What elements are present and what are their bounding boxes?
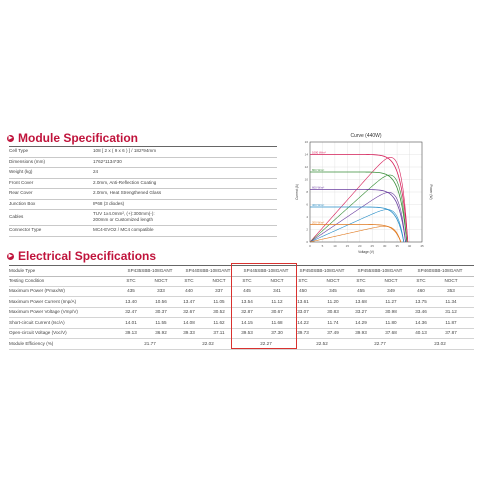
spec-sheet bbox=[0, 118, 480, 372]
stc-value: 39.33 bbox=[183, 330, 195, 335]
spec-label: Cell Type bbox=[9, 148, 29, 153]
x-tick-label: 30 bbox=[382, 244, 387, 248]
noct-value: 37.30 bbox=[271, 330, 283, 335]
efficiency-value: 22.27 bbox=[260, 340, 272, 346]
row-label: Testing Condition bbox=[9, 277, 45, 283]
x-tick-label: 15 bbox=[345, 244, 350, 248]
spec-value bbox=[93, 225, 277, 236]
stc-value: 32.67 bbox=[183, 309, 195, 314]
stc-value: 39.73 bbox=[297, 330, 309, 335]
noct-value: 37.11 bbox=[213, 330, 225, 335]
stc-label: STC bbox=[298, 277, 308, 283]
spec-row bbox=[9, 209, 277, 226]
stc-value: 13.54 bbox=[241, 298, 253, 304]
y-tick-label: 10 bbox=[304, 177, 308, 182]
stc-value: 13.68 bbox=[355, 298, 367, 304]
noct-value: 30.83 bbox=[327, 309, 339, 314]
row-label: Maximum Power (Pmax/W) bbox=[9, 288, 65, 293]
y-tick-label: 4 bbox=[306, 215, 308, 219]
stc-value: 445 bbox=[243, 288, 251, 293]
x-tick-label: 5 bbox=[321, 244, 324, 248]
spec-value bbox=[93, 199, 277, 210]
y-tick-label: 16 bbox=[304, 140, 308, 144]
model-name: SP450SBB-108GANT bbox=[299, 268, 345, 273]
stc-value: 440 bbox=[185, 288, 193, 293]
noct-value: 11.80 bbox=[385, 319, 397, 325]
y-tick-label: 0 bbox=[306, 240, 308, 244]
model-name: SP435SBB-108GANT bbox=[127, 268, 173, 273]
series-label: 400 W/m² bbox=[312, 202, 325, 207]
stc-value: 14.08 bbox=[183, 319, 195, 325]
noct-value: 349 bbox=[387, 288, 395, 293]
stc-label: STC bbox=[126, 277, 136, 283]
y-tick-label: 2 bbox=[306, 227, 308, 232]
efficiency-value: 21.77 bbox=[144, 340, 156, 346]
efficiency-value: 22.52 bbox=[316, 340, 328, 346]
stc-value: 14.36 bbox=[415, 319, 427, 325]
spec-label: Weight (kg) bbox=[9, 169, 33, 174]
stc-value: 14.15 bbox=[241, 319, 253, 325]
iv-curve-line bbox=[310, 190, 406, 243]
stc-label: STC bbox=[242, 277, 252, 283]
stc-value: 455 bbox=[357, 288, 365, 293]
model-name: SP455SBB-108GANT bbox=[357, 268, 403, 273]
spec-value bbox=[93, 209, 277, 225]
spec-value-line: IP68 (3 diodes) bbox=[93, 200, 125, 206]
spec-label: Cables bbox=[9, 214, 24, 219]
x-tick-label: 25 bbox=[370, 244, 374, 248]
series-label: 200 W/m² bbox=[312, 220, 325, 225]
noct-value: 11.74 bbox=[327, 319, 339, 325]
spec-value-line: MC4-EVO2 / MC4 compatible bbox=[93, 227, 154, 232]
efficiency-value: 22.02 bbox=[202, 340, 214, 346]
spec-value-line: 108 [ 2 x ( 9 x 6 ) ] / 182*94mm bbox=[93, 148, 157, 153]
noct-value: 11.62 bbox=[213, 319, 225, 325]
stc-value: 39.93 bbox=[355, 330, 367, 335]
y2-axis-label: Power (W) bbox=[429, 184, 433, 200]
x-axis-label: Voltage (V) bbox=[358, 250, 374, 254]
row-label: Short-circuit Current (Isc/A) bbox=[9, 319, 65, 325]
spec-value bbox=[93, 157, 277, 168]
y-axis-label: Current (A) bbox=[295, 184, 299, 200]
noct-value: 11.12 bbox=[271, 298, 283, 304]
noct-label: NOCT bbox=[212, 277, 226, 283]
spec-value-line: 200mm or Customized length bbox=[93, 216, 154, 222]
highlight-box bbox=[231, 263, 297, 349]
noct-value: 36.92 bbox=[155, 330, 167, 335]
noct-value: 11.34 bbox=[445, 298, 457, 304]
y-tick-label: 8 bbox=[306, 190, 308, 194]
spec-label: Rear Cover bbox=[9, 190, 33, 195]
noct-value: 337 bbox=[215, 288, 223, 293]
spec-value bbox=[93, 178, 277, 189]
spec-label: Junction Box bbox=[9, 200, 36, 206]
stc-value: 32.87 bbox=[241, 309, 253, 314]
y-tick-label: 14 bbox=[304, 152, 308, 157]
noct-value: 353 bbox=[447, 288, 455, 293]
model-name: SP440SBB-108GANT bbox=[185, 268, 231, 273]
electrical-spec-title: Electrical Specifications bbox=[18, 249, 157, 263]
row-label: Maximum Power Voltage (Vmp/V) bbox=[9, 309, 78, 314]
spec-label: Connector Type bbox=[9, 227, 42, 232]
efficiency-value: 23.02 bbox=[434, 340, 446, 346]
noct-value: 10.56 bbox=[155, 298, 167, 304]
noct-value: 333 bbox=[157, 288, 165, 293]
noct-value: 30.67 bbox=[271, 309, 283, 314]
noct-value: 30.98 bbox=[385, 309, 397, 314]
stc-value: 13.40 bbox=[125, 298, 137, 304]
electrical-spec-heading bbox=[7, 249, 156, 263]
model-name: SP460SBB-108GANT bbox=[417, 268, 463, 273]
iv-curve-line bbox=[310, 225, 401, 243]
spec-value bbox=[93, 188, 277, 199]
noct-label: NOCT bbox=[444, 277, 458, 283]
noct-label: NOCT bbox=[326, 277, 340, 283]
noct-value: 37.68 bbox=[385, 330, 397, 335]
noct-value: 11.87 bbox=[445, 319, 457, 325]
spec-label: Dimensions (mm) bbox=[9, 158, 45, 164]
noct-value: 341 bbox=[273, 288, 281, 293]
noct-value: 31.12 bbox=[445, 309, 457, 314]
iv-curve-chart bbox=[290, 130, 440, 258]
x-tick-label: 35 bbox=[395, 244, 399, 248]
pv-curve-line bbox=[310, 192, 406, 242]
noct-value: 30.52 bbox=[213, 309, 225, 314]
x-tick-label: 45 bbox=[420, 244, 424, 248]
stc-label: STC bbox=[184, 277, 194, 283]
noct-value: 37.87 bbox=[445, 330, 457, 335]
module-spec-heading bbox=[7, 131, 138, 145]
noct-value: 345 bbox=[329, 288, 337, 293]
spec-value-line: 2.0mm, Anti-Reflection Coating bbox=[93, 179, 157, 185]
spec-value-line: 1762*1134*30 bbox=[93, 158, 122, 164]
stc-label: STC bbox=[356, 277, 366, 283]
efficiency-value: 22.77 bbox=[374, 340, 386, 346]
x-tick-label: 20 bbox=[358, 244, 362, 248]
row-label: Maximum Power Current (Imp/A) bbox=[9, 298, 77, 304]
stc-value: 32.47 bbox=[125, 309, 137, 314]
noct-label: NOCT bbox=[154, 277, 168, 283]
spec-value-line: TUV 1x4.0mm², (+):300mm(-): bbox=[93, 211, 155, 216]
stc-value: 33.27 bbox=[355, 309, 367, 314]
series-label: 800 W/m² bbox=[312, 167, 325, 172]
noct-value: 37.49 bbox=[327, 330, 339, 335]
stc-value: 13.61 bbox=[297, 298, 309, 304]
section-bullet-icon: ▶ bbox=[8, 252, 13, 259]
stc-value: 14.29 bbox=[355, 319, 367, 325]
chart-title: Curve (440W) bbox=[350, 133, 382, 139]
spec-row bbox=[9, 225, 277, 237]
stc-value: 33.46 bbox=[415, 309, 427, 314]
stc-value: 14.01 bbox=[125, 319, 137, 325]
series-label: 600 W/m² bbox=[312, 185, 325, 190]
series-label: 1000 W/m² bbox=[312, 150, 326, 155]
spec-value-line: 24 bbox=[93, 169, 99, 174]
module-spec-title: Module Specification bbox=[18, 131, 139, 145]
spec-value bbox=[93, 146, 277, 157]
spec-label: Front Cover bbox=[9, 179, 34, 185]
spec-value bbox=[93, 167, 277, 178]
noct-value: 11.27 bbox=[385, 298, 397, 304]
stc-value: 13.47 bbox=[183, 298, 195, 304]
x-tick-label: 40 bbox=[407, 244, 412, 248]
x-tick-label: 0 bbox=[309, 244, 311, 248]
noct-value: 11.20 bbox=[327, 298, 339, 304]
stc-value: 450 bbox=[299, 288, 307, 293]
stc-value: 40.13 bbox=[415, 330, 427, 335]
noct-label: NOCT bbox=[270, 277, 284, 283]
pv-curve-line bbox=[310, 226, 401, 242]
stc-value: 39.13 bbox=[125, 330, 137, 335]
stc-value: 460 bbox=[417, 288, 425, 293]
stc-value: 39.53 bbox=[241, 330, 253, 335]
stc-value: 435 bbox=[127, 288, 135, 293]
model-name: SP445SBB-108GANT bbox=[243, 268, 289, 273]
row-label: Open-circuit Voltage (Voc/V) bbox=[9, 330, 67, 335]
header-label: Module Type bbox=[9, 268, 36, 273]
stc-value: 14.22 bbox=[297, 319, 309, 325]
section-bullet-icon: ▶ bbox=[8, 134, 13, 141]
noct-label: NOCT bbox=[384, 277, 398, 283]
y-tick-label: 12 bbox=[304, 165, 308, 169]
noct-value: 30.37 bbox=[155, 309, 167, 314]
y-tick-label: 6 bbox=[306, 202, 308, 207]
spec-value-line: 2.0mm, Heat Strengthened Glass bbox=[93, 190, 162, 195]
noct-value: 11.68 bbox=[271, 319, 283, 325]
row-label: Module Efficiency (%) bbox=[9, 340, 54, 346]
stc-value: 33.07 bbox=[297, 309, 309, 314]
x-tick-label: 10 bbox=[333, 244, 337, 248]
stc-value: 13.75 bbox=[415, 298, 427, 304]
noct-value: 11.05 bbox=[213, 298, 225, 304]
stc-label: STC bbox=[416, 277, 426, 283]
noct-value: 11.55 bbox=[155, 319, 167, 325]
